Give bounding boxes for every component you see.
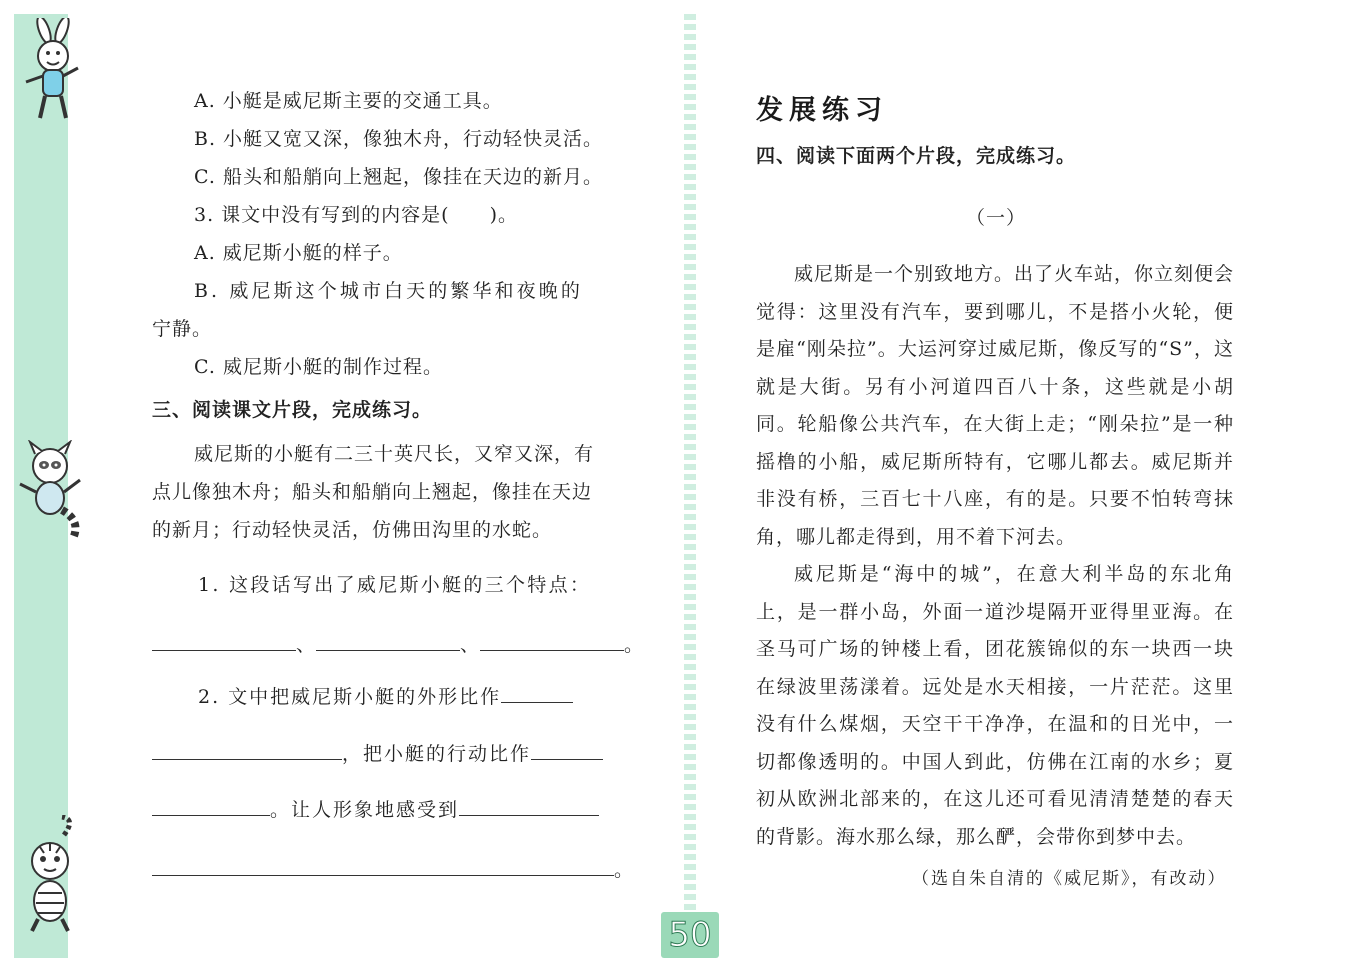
answer-blank-4[interactable] — [501, 684, 573, 703]
answer-blank-5[interactable] — [152, 741, 342, 760]
question-2-line-4 — [152, 857, 634, 883]
answer-blank-7[interactable] — [152, 797, 270, 816]
reading-passage — [756, 256, 1234, 856]
option-2c: C. 船头和船艄向上翘起，像挂在天边的新月。 — [194, 166, 603, 188]
question-1-stem: 1. 这段话写出了威尼斯小艇的三个特点： — [198, 574, 592, 596]
separator-2: 、 — [460, 634, 481, 656]
question-2-line-3 — [152, 797, 599, 823]
answer-blank-8[interactable] — [459, 797, 599, 816]
question-1-answer-row — [152, 632, 644, 658]
passage-line-1: 威尼斯的小艇有二三十英尺长，又窄又深，有 — [194, 443, 595, 465]
passage-paragraph-2: 威尼斯是“海中的城”，在意大利半岛的东北角上，是一群小岛，外面一道沙堤隔开亚得里亚海。在圣马可广场的钟楼上看，团花簇锦似的东一块西一块在绿波里荡漾着。远处是水天相接，一片茫茫。这里没有什么煤烟，天空干干净净，在温和的日光中，一切都像透明的。中国人到此，仿佛在江南的水乡；夏初从欧洲北部来的，在这儿还可看见清清楚楚的春天的背影。海水那么绿，那么酽，会带你到梦中去。 — [756, 563, 1234, 848]
section-4-title: 四、阅读下面两个片段，完成练习。 — [756, 145, 1077, 167]
question-2-middle: ，把小艇的行动比作 — [342, 743, 532, 765]
option-3b-continued: 宁静。 — [152, 318, 213, 340]
question-2-end: 。 — [614, 859, 635, 881]
page-number-badge — [661, 912, 719, 958]
passage-line-3: 的新月；行动轻快灵活，仿佛田沟里的水蛇。 — [152, 519, 553, 541]
passage-source: （选自朱自清的《威尼斯》，有改动） — [912, 869, 1227, 889]
answer-blank-6[interactable] — [531, 741, 603, 760]
answer-blank-1[interactable] — [152, 632, 296, 651]
question-2-line-2 — [152, 741, 603, 767]
option-2a: A. 小艇是威尼斯主要的交通工具。 — [194, 90, 503, 112]
question-3-stem: 3. 课文中没有写到的内容是( )。 — [194, 204, 518, 226]
passage-line-2: 点儿像独木舟；船头和船艄向上翘起，像挂在天边 — [152, 481, 593, 503]
part-label: （一） — [966, 207, 1027, 229]
answer-blank-3[interactable] — [480, 632, 624, 651]
rabbit-cartoon-icon — [16, 18, 86, 128]
answer-blank-2[interactable] — [316, 632, 460, 651]
option-3c: C. 威尼斯小艇的制作过程。 — [194, 356, 443, 378]
option-3b: B. 威尼斯这个城市白天的繁华和夜晚的 — [194, 280, 583, 302]
page-heading: 发展练习 — [756, 95, 888, 126]
question-2-line-1 — [198, 684, 573, 710]
page-number: 50 — [668, 915, 712, 955]
option-2b: B. 小艇又宽又深，像独木舟，行动轻快灵活。 — [194, 128, 604, 150]
question-2-prompt: 。让人形象地感受到 — [270, 799, 460, 821]
section-3-title: 三、阅读课文片段，完成练习。 — [152, 399, 433, 421]
answer-blank-9[interactable] — [152, 857, 614, 876]
separator-3: 。 — [624, 634, 645, 656]
passage-paragraph-1: 威尼斯是一个别致地方。出了火车站，你立刻便会觉得：这里没有汽车，要到哪儿，不是搭小火轮，便是雇“刚朵拉”。大运河穿过威尼斯，像反写的“S”，这就是大街。另有小河道四百八十条，这些就是小胡同。轮船像公共汽车，在大街上走；“刚朵拉”是一种摇橹的小船，威尼斯所特有，它哪儿都去。威尼斯并非没有桥，三百七十八座，有的是。只要不怕转弯抹角，哪儿都走得到，用不着下河去。 — [756, 263, 1235, 548]
tiger-cartoon-icon — [14, 815, 86, 935]
page-gutter — [684, 14, 696, 958]
separator-1: 、 — [296, 634, 317, 656]
option-3a: A. 威尼斯小艇的样子。 — [194, 242, 403, 264]
raccoon-cartoon-icon — [14, 440, 86, 540]
question-2-stem: 2. 文中把威尼斯小艇的外形比作 — [198, 686, 502, 708]
